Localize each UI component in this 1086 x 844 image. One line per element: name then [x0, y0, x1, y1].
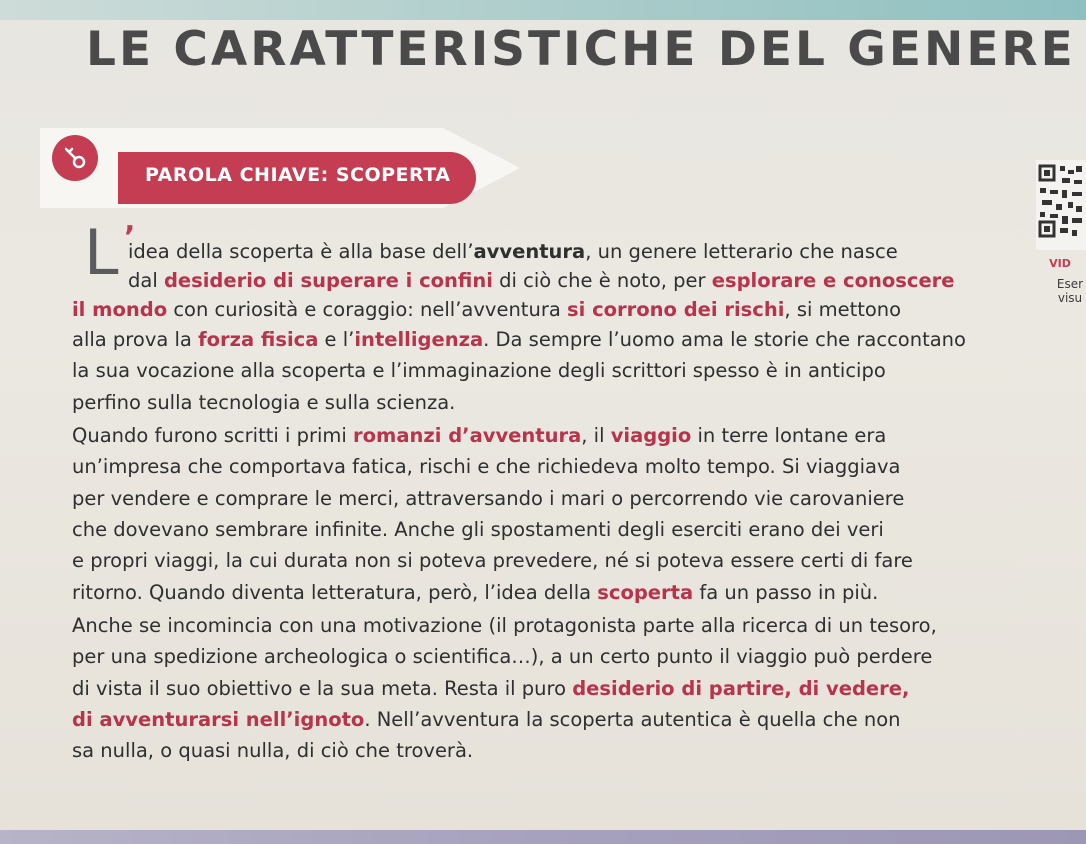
text-run: di vista il suo obiettivo e la sua meta. Resta il puro	[72, 677, 573, 700]
highlighted-phrase: forza fisica	[198, 328, 319, 351]
text-run: dal	[128, 269, 164, 292]
text-run: , il	[581, 424, 611, 447]
text-run: sa nulla, o quasi nulla, di ciò che troverà.	[72, 739, 474, 762]
keyword-label: PAROLA CHIAVE: SCOPERTA	[145, 164, 451, 186]
text-line	[72, 547, 913, 575]
side-note-line-2: visu	[1057, 291, 1083, 305]
highlighted-phrase: avventura	[473, 240, 586, 263]
text-run: . Da sempre l’uomo ama le storie che raccontano	[483, 328, 966, 351]
text-line	[72, 737, 473, 765]
qr-code-icon[interactable]	[1036, 160, 1086, 250]
key-icon	[52, 135, 98, 181]
text-run: per vendere e comprare le merci, attraversando i mari o percorrendo vie carovaniere	[72, 487, 905, 510]
text-run: con curiosità e coraggio: nell’avventura	[167, 298, 567, 321]
text-line	[128, 238, 898, 266]
text-line	[72, 389, 455, 417]
text-run: ritorno. Quando diventa letteratura, però, l’idea della	[72, 581, 598, 604]
text-line	[72, 516, 884, 544]
highlighted-phrase: desiderio di superare i confini	[163, 269, 493, 292]
dropcap-apostrophe: ’	[124, 220, 136, 255]
side-note-line-1: Eser	[1056, 277, 1084, 291]
text-line	[72, 296, 901, 324]
text-run: per una spedizione archeologica o scientifica…), a un certo punto il viaggio può perdere	[72, 645, 933, 668]
video-label: VID	[1049, 257, 1071, 270]
text-line	[72, 453, 900, 481]
text-line	[72, 326, 966, 354]
highlighted-phrase: il mondo	[72, 298, 168, 321]
text-run: Anche se incomincia con una motivazione (il protagonista parte alla ricerca di un tesoro,	[72, 614, 937, 637]
text-line	[128, 267, 955, 295]
highlighted-phrase: esplorare e conoscere	[711, 269, 955, 292]
text-run: , un genere letterario che nasce	[585, 240, 898, 263]
highlighted-phrase: di avventurarsi nell’ignoto	[72, 708, 365, 731]
highlighted-phrase: intelligenza	[354, 328, 484, 351]
text-line	[72, 422, 886, 450]
page-title: LE CARATTERISTICHE DEL GENERE	[86, 22, 1076, 77]
highlighted-phrase: viaggio	[610, 424, 692, 447]
highlighted-phrase: desiderio di partire, di vedere,	[572, 677, 910, 700]
text-run: e propri viaggi, la cui durata non si poteva prevedere, né si poteva essere certi di fare	[72, 549, 913, 572]
text-run: in terre lontane era	[691, 424, 887, 447]
side-note	[1050, 277, 1086, 305]
dropcap-letter: L	[84, 216, 119, 289]
text-run: Quando furono scritti i primi	[72, 424, 354, 447]
highlighted-phrase: scoperta	[597, 581, 694, 604]
text-run: , si mettono	[784, 298, 902, 321]
text-run: alla prova la	[72, 328, 199, 351]
text-line	[72, 612, 937, 640]
text-line	[72, 643, 932, 671]
text-line	[72, 706, 901, 734]
text-run: un’impresa che comportava fatica, rischi e che richiedeva molto tempo. Si viaggiava	[72, 455, 901, 478]
highlighted-phrase: romanzi d’avventura	[353, 424, 582, 447]
text-line	[72, 485, 904, 513]
text-run: la sua vocazione alla scoperta e l’immaginazione degli scrittori spesso è in anticipo	[72, 359, 886, 382]
text-run: . Nell’avventura la scoperta autentica è quella che non	[364, 708, 901, 731]
text-run: fa un passo in più.	[693, 581, 879, 604]
text-run: che dovevano sembrare infinite. Anche gli spostamenti degli eserciti erano dei veri	[72, 518, 884, 541]
text-line	[72, 675, 909, 703]
text-run: e l’	[318, 328, 355, 351]
text-line	[72, 579, 878, 607]
text-run: perfino sulla tecnologia e sulla scienza.	[72, 391, 456, 414]
text-run: di ciò che è noto, per	[492, 269, 712, 292]
top-color-strip	[0, 0, 1086, 20]
text-line	[72, 357, 886, 385]
bottom-color-strip	[0, 830, 1086, 844]
highlighted-phrase: si corrono dei rischi	[566, 298, 785, 321]
text-run: idea della scoperta è alla base dell’	[128, 240, 474, 263]
